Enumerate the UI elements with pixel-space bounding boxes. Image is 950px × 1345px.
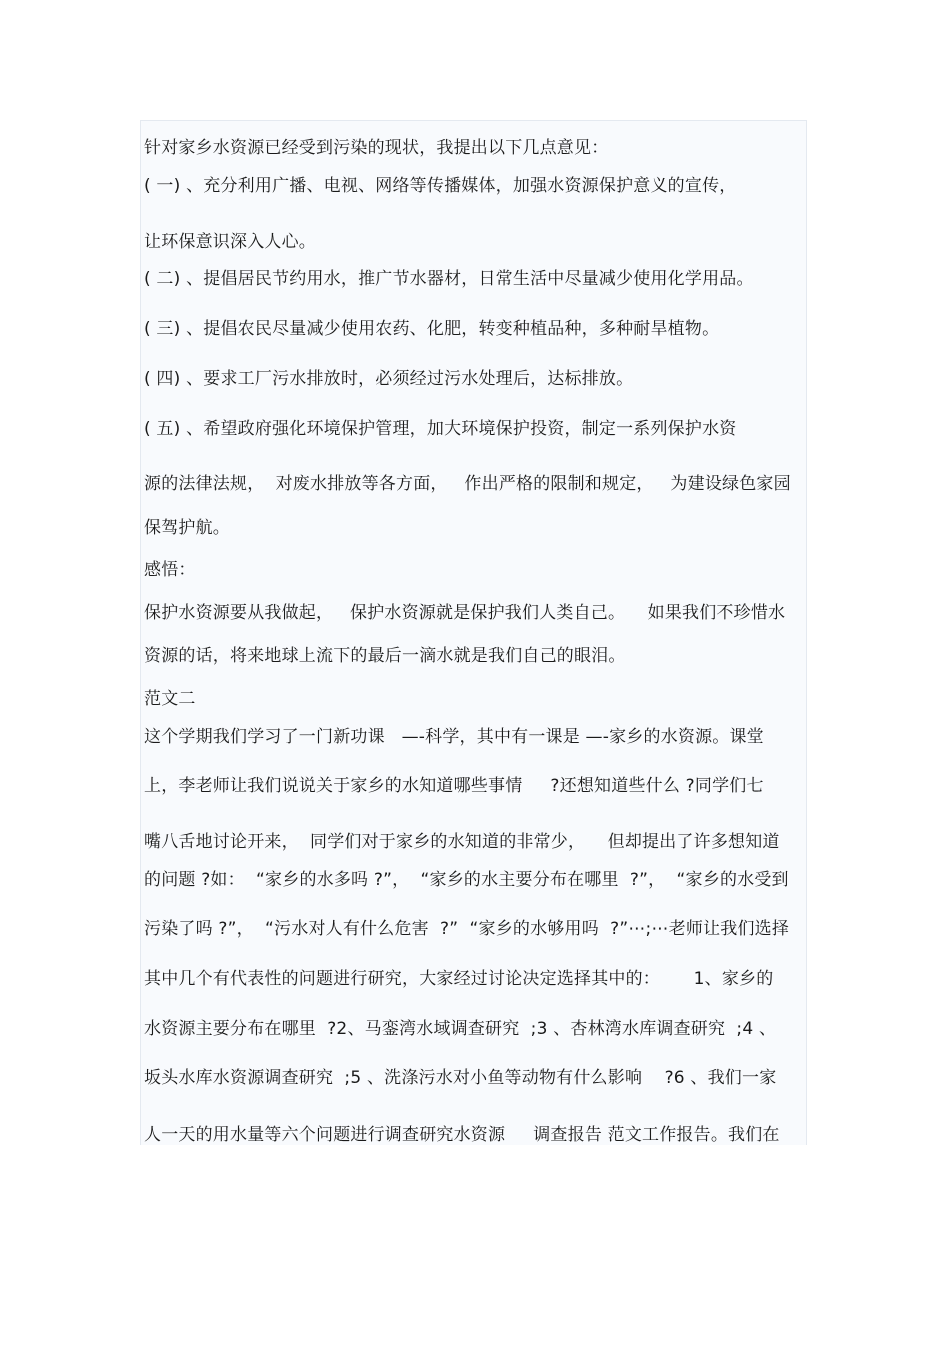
suggestion-1-line-2: 让环保意识深入人心。: [144, 232, 316, 252]
suggestion-1-line-1: ( 一) 、充分利用广播、电视、网络等传播媒体，加强水资源保护意义的宣传，: [144, 176, 737, 196]
sample-two-line-9: 人一天的用水量等六个问题进行调查研究水资源 调查报告 范文工作报告。我们在: [144, 1125, 780, 1145]
suggestion-2-line: ( 二) 、提倡居民节约用水，推广节水器材，日常生活中尽量减少使用化学用品。: [144, 269, 754, 289]
sample-two-line-8: 坂头水库水资源调查研究 ;5 、洗涤污水对小鱼等动物有什么影响 ?6 、我们一家: [144, 1068, 777, 1088]
sample-two-line-4: 的问题 ?如： “家乡的水多吗 ?”， “家乡的水主要分布在哪里 ?”， “家乡的水受到: [144, 870, 789, 890]
reflection-line-1: 保护水资源要从我做起， 保护水资源就是保护我们人类自己。 如果我们不珍惜水: [144, 603, 786, 623]
reflection-heading: 感悟：: [144, 560, 196, 580]
suggestion-5-line-2: 源的法律法规， 对废水排放等各方面， 作出严格的限制和规定， 为建设绿色家园: [144, 474, 791, 494]
sample-two-heading: 范文二: [144, 689, 196, 709]
suggestion-4-line: ( 四) 、要求工厂污水排放时，必须经过污水处理后，达标排放。: [144, 369, 634, 389]
sample-two-line-6: 其中几个有代表性的问题进行研究，大家经过讨论决定选择其中的： 1、家乡的: [144, 969, 774, 989]
reflection-line-2: 资源的话，将来地球上流下的最后一滴水就是我们自己的眼泪。: [144, 646, 626, 666]
suggestion-5-line-1: ( 五) 、希望政府强化环境保护管理，加大环境保护投资，制定一系列保护水资: [144, 419, 737, 439]
sample-two-line-2: 上，李老师让我们说说关于家乡的水知道哪些事情 ?还想知道些什么 ?同学们七: [144, 776, 764, 796]
sample-two-line-5: 污染了吗 ?”， “污水对人有什么危害 ?” “家乡的水够用吗 ?”⋯;⋯老师让我们选择: [144, 919, 790, 939]
suggestion-3-line: ( 三) 、提倡农民尽量减少使用农药、化肥，转变种植品种，多种耐旱植物。: [144, 319, 720, 339]
sample-two-line-3: 嘴八舌地讨论开来， 同学们对于家乡的水知道的非常少， 但却提出了许多想知道: [144, 832, 780, 852]
intro-line: 针对家乡水资源已经受到污染的现状，我提出以下几点意见：: [144, 138, 609, 158]
suggestion-5-line-3: 保驾护航。: [144, 518, 230, 538]
sample-two-line-7: 水资源主要分布在哪里 ?2、马銮湾水域调查研究 ;3 、杏林湾水库调查研究 ;4 、: [144, 1019, 777, 1039]
sample-two-line-1: 这个学期我们学习了一门新功课 —-科学，其中有一课是 —-家乡的水资源。课堂: [144, 727, 764, 747]
